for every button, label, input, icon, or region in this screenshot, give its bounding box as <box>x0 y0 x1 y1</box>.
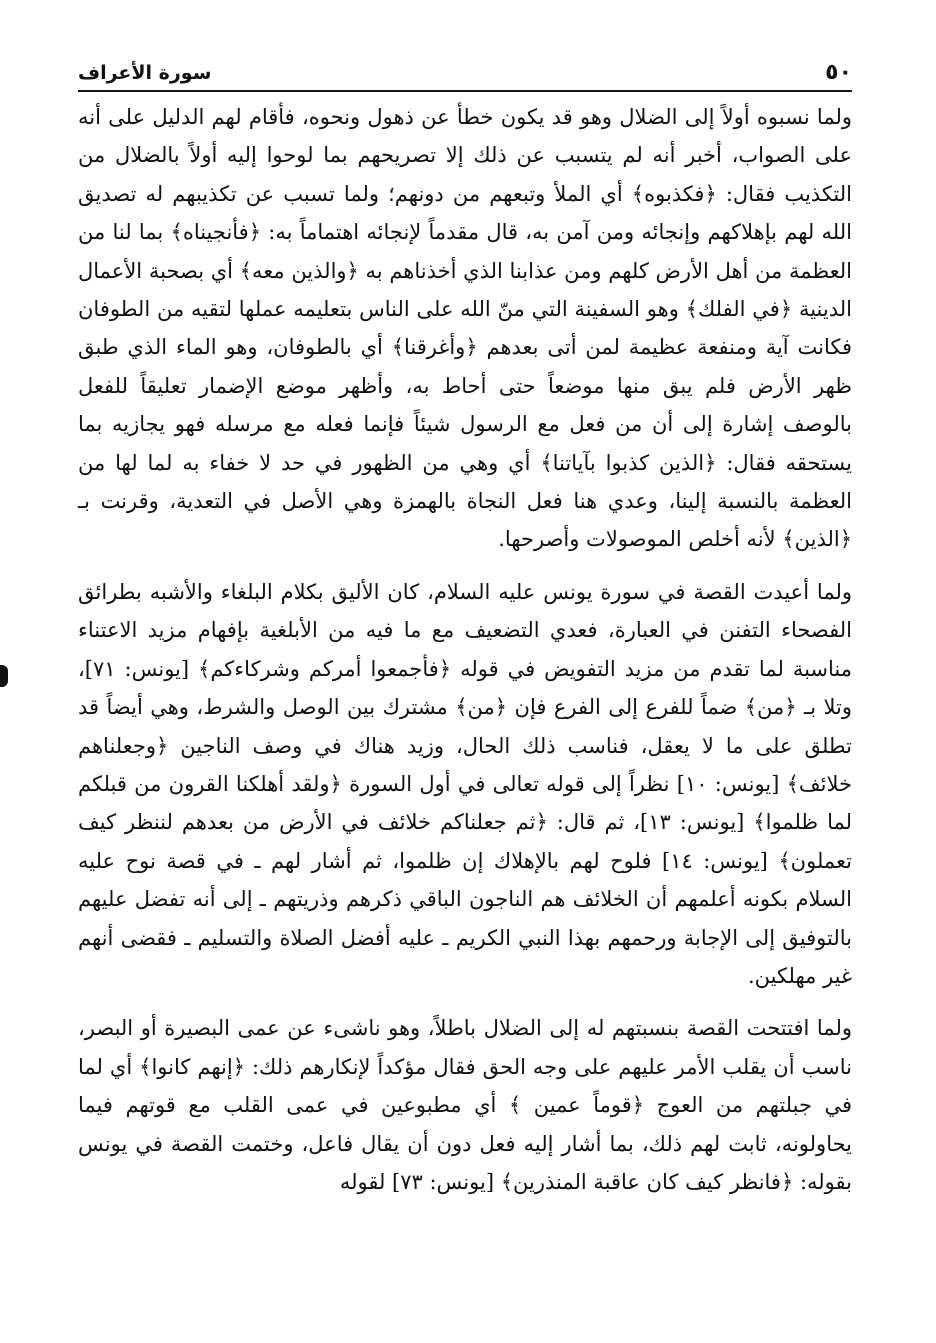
page-body <box>78 98 852 1201</box>
page-header <box>78 56 852 92</box>
page-number: ٥٠ <box>825 60 852 85</box>
paragraph-1: ولما نسبوه أولاً إلى الضلال وهو قد يكون خطأ عن ذهول ونحوه، فأقام لهم الدليل على أنه على الصواب، أخبر أنه لم يتسبب عن ذلك إلا تصريحهم بما لوحوا إليه أولاً بالضلال من التكذيب فقال: ﴿فكذبوه﴾ أي الملأ وتبعهم من دونهم؛ ولما تسبب عن تكذيبهم له تصديق الله لهم بإهلاكهم وإنجائه ومن آمن به، قال مقدماً لإنجائه اهتماماً به: ﴿فأنجيناه﴾ بما لنا من العظمة من أهل الأرض كلهم ومن عذابنا الذي أخذناهم به ﴿والذين معه﴾ أي بصحبة الأعمال الدينية ﴿في الفلك﴾ وهو السفينة التي منّ الله على الناس بتعليمه عملها لتقيه من الطوفان فكانت آية ومنفعة عظيمة لمن أتى بعدهم ﴿وأغرقنا﴾ أي بالطوفان، وهو الماء الذي طبق ظهر الأرض فلم يبق منها موضعاً حتى أحاط به، وأظهر موضع الإضمار تعليقاً للفعل بالوصف إشارة إلى أن من فعل مع الرسول شيئاً فإنما فعله مع مرسله فهو يجازيه بما يستحقه فقال: ﴿الذين كذبوا بآياتنا﴾ أي وهي من الظهور في حد لا خفاء به لما لها من العظمة بالنسبة إلينا، وعدي هنا فعل النجاة بالهمزة وهي الأصل في التعدية، وقرنت بـ ﴿الذين﴾ لأنه أخلص الموصولات وأصرحها. <box>78 105 852 552</box>
paragraph-3: ولما افتتحت القصة بنسبتهم له إلى الضلال باطلاً، وهو ناشىء عن عمى البصيرة أو البصر، ناسب أن يقلب الأمر عليهم على وجه الحق فقال مؤكداً لإنكارهم ذلك: ﴿إنهم كانوا﴾ أي لما في جبلتهم من العوج ﴿قوماً عمين ﴾ أي مطبوعين في عمى القلب مع قوتهم فيما يحاولونه، ثابت لهم ذلك، بما أشار إليه فعل دون أن يقال فاعل، وختمت القصة في يونس بقوله: ﴿فانظر كيف كان عاقبة المنذرين﴾ [يونس: ٧٣] لقوله <box>78 1016 852 1194</box>
scan-edge-mark <box>0 665 8 687</box>
surah-title: سورة الأعراف <box>78 62 212 84</box>
paragraph-2: ولما أعيدت القصة في سورة يونس عليه السلام، كان الأليق بكلام البلغاء والأشبه بطرائق الفصحاء التفنن في العبارة، فعدي التضعيف مع ما فيه من الأبلغية بإفهام مزيد الاعتناء مناسبة لما تقدم من مزيد التفويض في قوله ﴿فأجمعوا أمركم وشركاءكم﴾ [يونس: ٧١]، وتلا بـ ﴿من﴾ ضماً للفرع إلى الفرع فإن ﴿من﴾ مشترك بين الوصل والشرط، وهي أيضاً قد تطلق على ما لا يعقل، فناسب ذلك الحال، وزيد هناك في وصف الناجين ﴿وجعلناهم خلائف﴾ [يونس: ١٠] نظراً إلى قوله تعالى في أول السورة ﴿ولقد أهلكنا القرون من قبلكم لما ظلموا﴾ [يونس: ١٣]، ثم قال: ﴿ثم جعلناكم خلائف في الأرض من بعدهم لننظر كيف تعملون﴾ [يونس: ١٤] فلوح لهم بالإهلاك إن ظلموا، ثم أشار لهم ـ في قصة نوح عليه السلام بكونه أعلمهم أن الخلائف هم الناجون الباقي ذكرهم وذريتهم ـ إلى أنه تفضل عليهم بالتوفيق إلى الإجابة ورحمهم بهذا النبي الكريم ـ عليه أفضل الصلاة والتسليم ـ فقضى أنهم غير مهلكين. <box>78 579 853 988</box>
